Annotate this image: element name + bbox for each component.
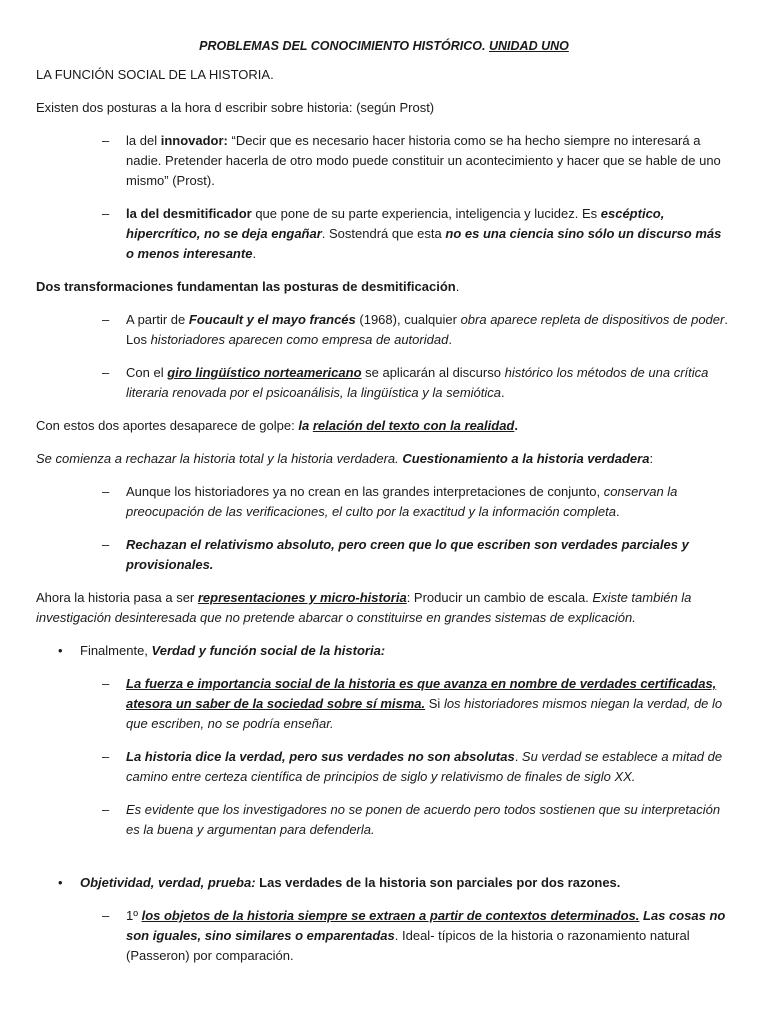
list-item: – Es evidente que los investigadores no se ponen de acuerdo pero todos sostienen que su interpretación es la buena y argumentan para defenderla. (102, 802, 721, 837)
bullet-item: • Objetividad, verdad, prueba: Las verdades de la historia son parciales por dos razones. (36, 873, 732, 893)
list-item: – Aunque los historiadores ya no crean en las grandes interpretaciones de conjunto, conservan la preocupación de las verificaciones, el culto por la exactitud y la información completa. (102, 484, 678, 519)
dash-marker: – (102, 908, 110, 923)
list-item: – Con el giro lingüístico norteamericano se aplicarán al discurso histórico los métodos de una crítica literaria renovada por el psicoanálisis, la lingüística y la semiótica. (102, 365, 709, 400)
paragraph-postures: Existen dos posturas a la hora d escribir sobre historia: (según Prost) (36, 100, 435, 115)
paragraph-microhistory: Ahora la historia pasa a ser representaciones y micro-historia: Producir un cambio de escala. Existe también la investigación desinteresada que no pretende abarcar o constituirse en grandes sistemas de explicación. (36, 590, 692, 625)
list-item: – la del desmitificador que pone de su parte experiencia, inteligencia y lucidez. Es escéptico, hipercrítico, no se deja engañar. Sostendrá que esta no es una ciencia sino sólo un discurso más o menos interesante. (102, 206, 722, 261)
bullet-marker: • (58, 875, 63, 890)
paragraph-contributions: Con estos dos aportes desaparece de golpe: la relación del texto con la realidad. (36, 418, 519, 433)
dash-marker: – (102, 676, 110, 691)
dash-marker: – (102, 365, 110, 380)
dash-marker: – (102, 133, 110, 148)
paragraph-transformations: Dos transformaciones fundamentan las posturas de desmitificación. (36, 279, 460, 294)
paragraph-rejection: Se comienza a rechazar la historia total y la historia verdadera. Cuestionamiento a la historia verdadera: (36, 451, 654, 466)
dash-marker: – (102, 537, 110, 552)
list-item: – la del innovador: “Decir que es necesario hacer historia como se ha hecho siempre no interesará a nadie. Pretender hacerla de otro modo puede constituir un acontecimiento y hacer que se hable de uno mismo” (Prost). (102, 133, 721, 188)
list-item: – La historia dice la verdad, pero sus verdades no son absolutas. Su verdad se establece a mitad de camino entre certeza científica de principios de siglo y relativismo de finales de siglo XX. (102, 749, 723, 784)
dash-marker: – (102, 312, 110, 327)
dash-marker: – (102, 206, 110, 221)
unit-label: UNIDAD UNO (488, 39, 569, 53)
bullet-item: • Finalmente, Verdad y función social de la historia: (36, 641, 732, 661)
bullet-marker: • (58, 643, 63, 658)
dash-marker: – (102, 749, 110, 764)
blank-line (36, 853, 732, 873)
list-item: – A partir de Foucault y el mayo francés (1968), cualquier obra aparece repleta de dispositivos de poder. Los historiadores aparecen como empresa de autoridad. (102, 312, 728, 347)
list-item: – Rechazan el relativismo absoluto, pero creen que lo que escriben son verdades parciales y provisionales. (102, 537, 689, 572)
dash-marker: – (102, 802, 110, 817)
list-item: – 1º los objetos de la historia siempre se extraen a partir de contextos determinados. Las cosas no son iguales, sino similares o emparentadas. Ideal- típicos de la historia o razonamiento natural (Passeron) por comparación. (102, 908, 726, 963)
section-heading: LA FUNCIÓN SOCIAL DE LA HISTORIA. (36, 67, 274, 82)
list-item: – La fuerza e importancia social de la historia es que avanza en nombre de verdades certificadas, atesora un saber de la sociedad sobre sí misma. Si los historiadores mismos niegan la verdad, de lo que escriben, no se podría enseñar. (102, 676, 723, 731)
document-title: PROBLEMAS DEL CONOCIMIENTO HISTÓRICO. UNIDAD UNO (199, 39, 569, 53)
dash-marker: – (102, 484, 110, 499)
